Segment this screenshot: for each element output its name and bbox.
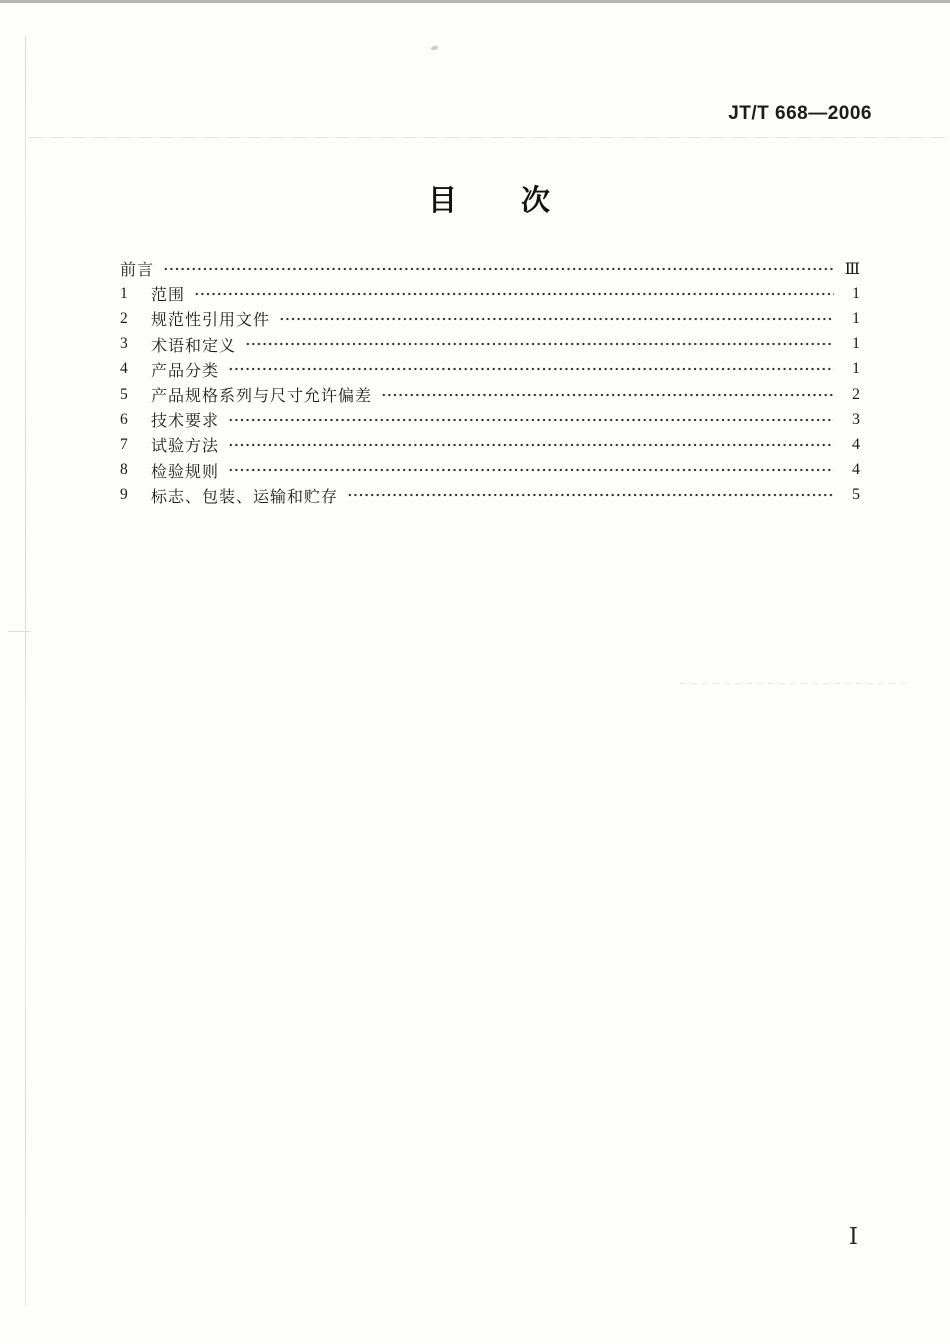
header-rule (28, 137, 946, 138)
toc-entry-label: 产品规格系列与尺寸允许偏差 (151, 388, 373, 406)
scan-edge-left (25, 36, 26, 1306)
toc-entry-page: 3 (852, 410, 860, 428)
toc-entry-number: 1 (120, 284, 128, 302)
document-header (728, 103, 872, 125)
toc-dot-leader (245, 332, 834, 357)
toc-entry (120, 332, 860, 357)
toc-entry (120, 483, 860, 508)
toc-dot-leader (228, 357, 834, 382)
toc-entry-number: 8 (120, 461, 128, 479)
toc-entry-label: 技术要求 (151, 413, 220, 431)
toc-dot-leader (228, 432, 834, 457)
toc-entry-label: 检验规则 (151, 463, 220, 481)
toc-entry-page: 4 (852, 461, 860, 479)
toc-entry-page: 1 (852, 360, 860, 378)
toc-entry (120, 458, 860, 483)
toc-entry (120, 256, 860, 281)
toc-entry-number: 2 (120, 309, 128, 327)
toc-entry (120, 281, 860, 306)
toc-dot-leader (228, 407, 834, 432)
toc-entry-label: 范围 (151, 287, 186, 305)
toc-entry-number: 7 (120, 435, 128, 453)
toc-dot-leader (228, 458, 834, 483)
toc-entry-page: 1 (852, 335, 860, 353)
toc-entry-number: 3 (120, 335, 128, 353)
toc-entry-label: 规范性引用文件 (151, 312, 271, 330)
toc-entry-page: 1 (852, 309, 860, 327)
toc-entry-page: 4 (852, 435, 860, 453)
toc-entry (120, 306, 860, 331)
scan-artifact-dotline (680, 683, 908, 684)
toc-entry-number: 6 (120, 410, 128, 428)
toc-entry-page: 2 (852, 385, 860, 403)
toc-entry-number: 4 (120, 360, 128, 378)
scan-artifact-speck (431, 45, 439, 50)
toc-entry-label: 前言 (120, 262, 155, 280)
toc-dot-leader (279, 306, 834, 331)
toc-entry-label: 标志、包装、运输和贮存 (151, 488, 339, 506)
toc-title: 目 次 (427, 185, 552, 217)
toc-entry-page: 5 (852, 486, 860, 504)
toc-entry-label: 试验方法 (151, 438, 220, 456)
toc-dot-leader (163, 256, 834, 281)
toc-dot-leader (194, 281, 834, 306)
toc-entry (120, 382, 860, 407)
toc-entry-page: 1 (852, 284, 860, 302)
toc-entry (120, 407, 860, 432)
toc-entry-number: 9 (120, 486, 128, 504)
toc-entry-number: 5 (120, 385, 128, 403)
scan-artifact-dash (8, 631, 30, 632)
toc-entry-label: 术语和定义 (151, 337, 237, 355)
toc-list (120, 256, 860, 508)
page-number: Ⅰ (848, 1224, 858, 1249)
toc-entry-label: 产品分类 (151, 362, 220, 380)
toc-dot-leader (381, 382, 834, 407)
toc-dot-leader (347, 483, 834, 508)
toc-entry (120, 357, 860, 382)
scan-edge-top (0, 0, 950, 3)
standard-number: JT/T 668—2006 (728, 103, 872, 124)
toc-entry-page: Ⅲ (844, 260, 860, 278)
toc-entry (120, 432, 860, 457)
